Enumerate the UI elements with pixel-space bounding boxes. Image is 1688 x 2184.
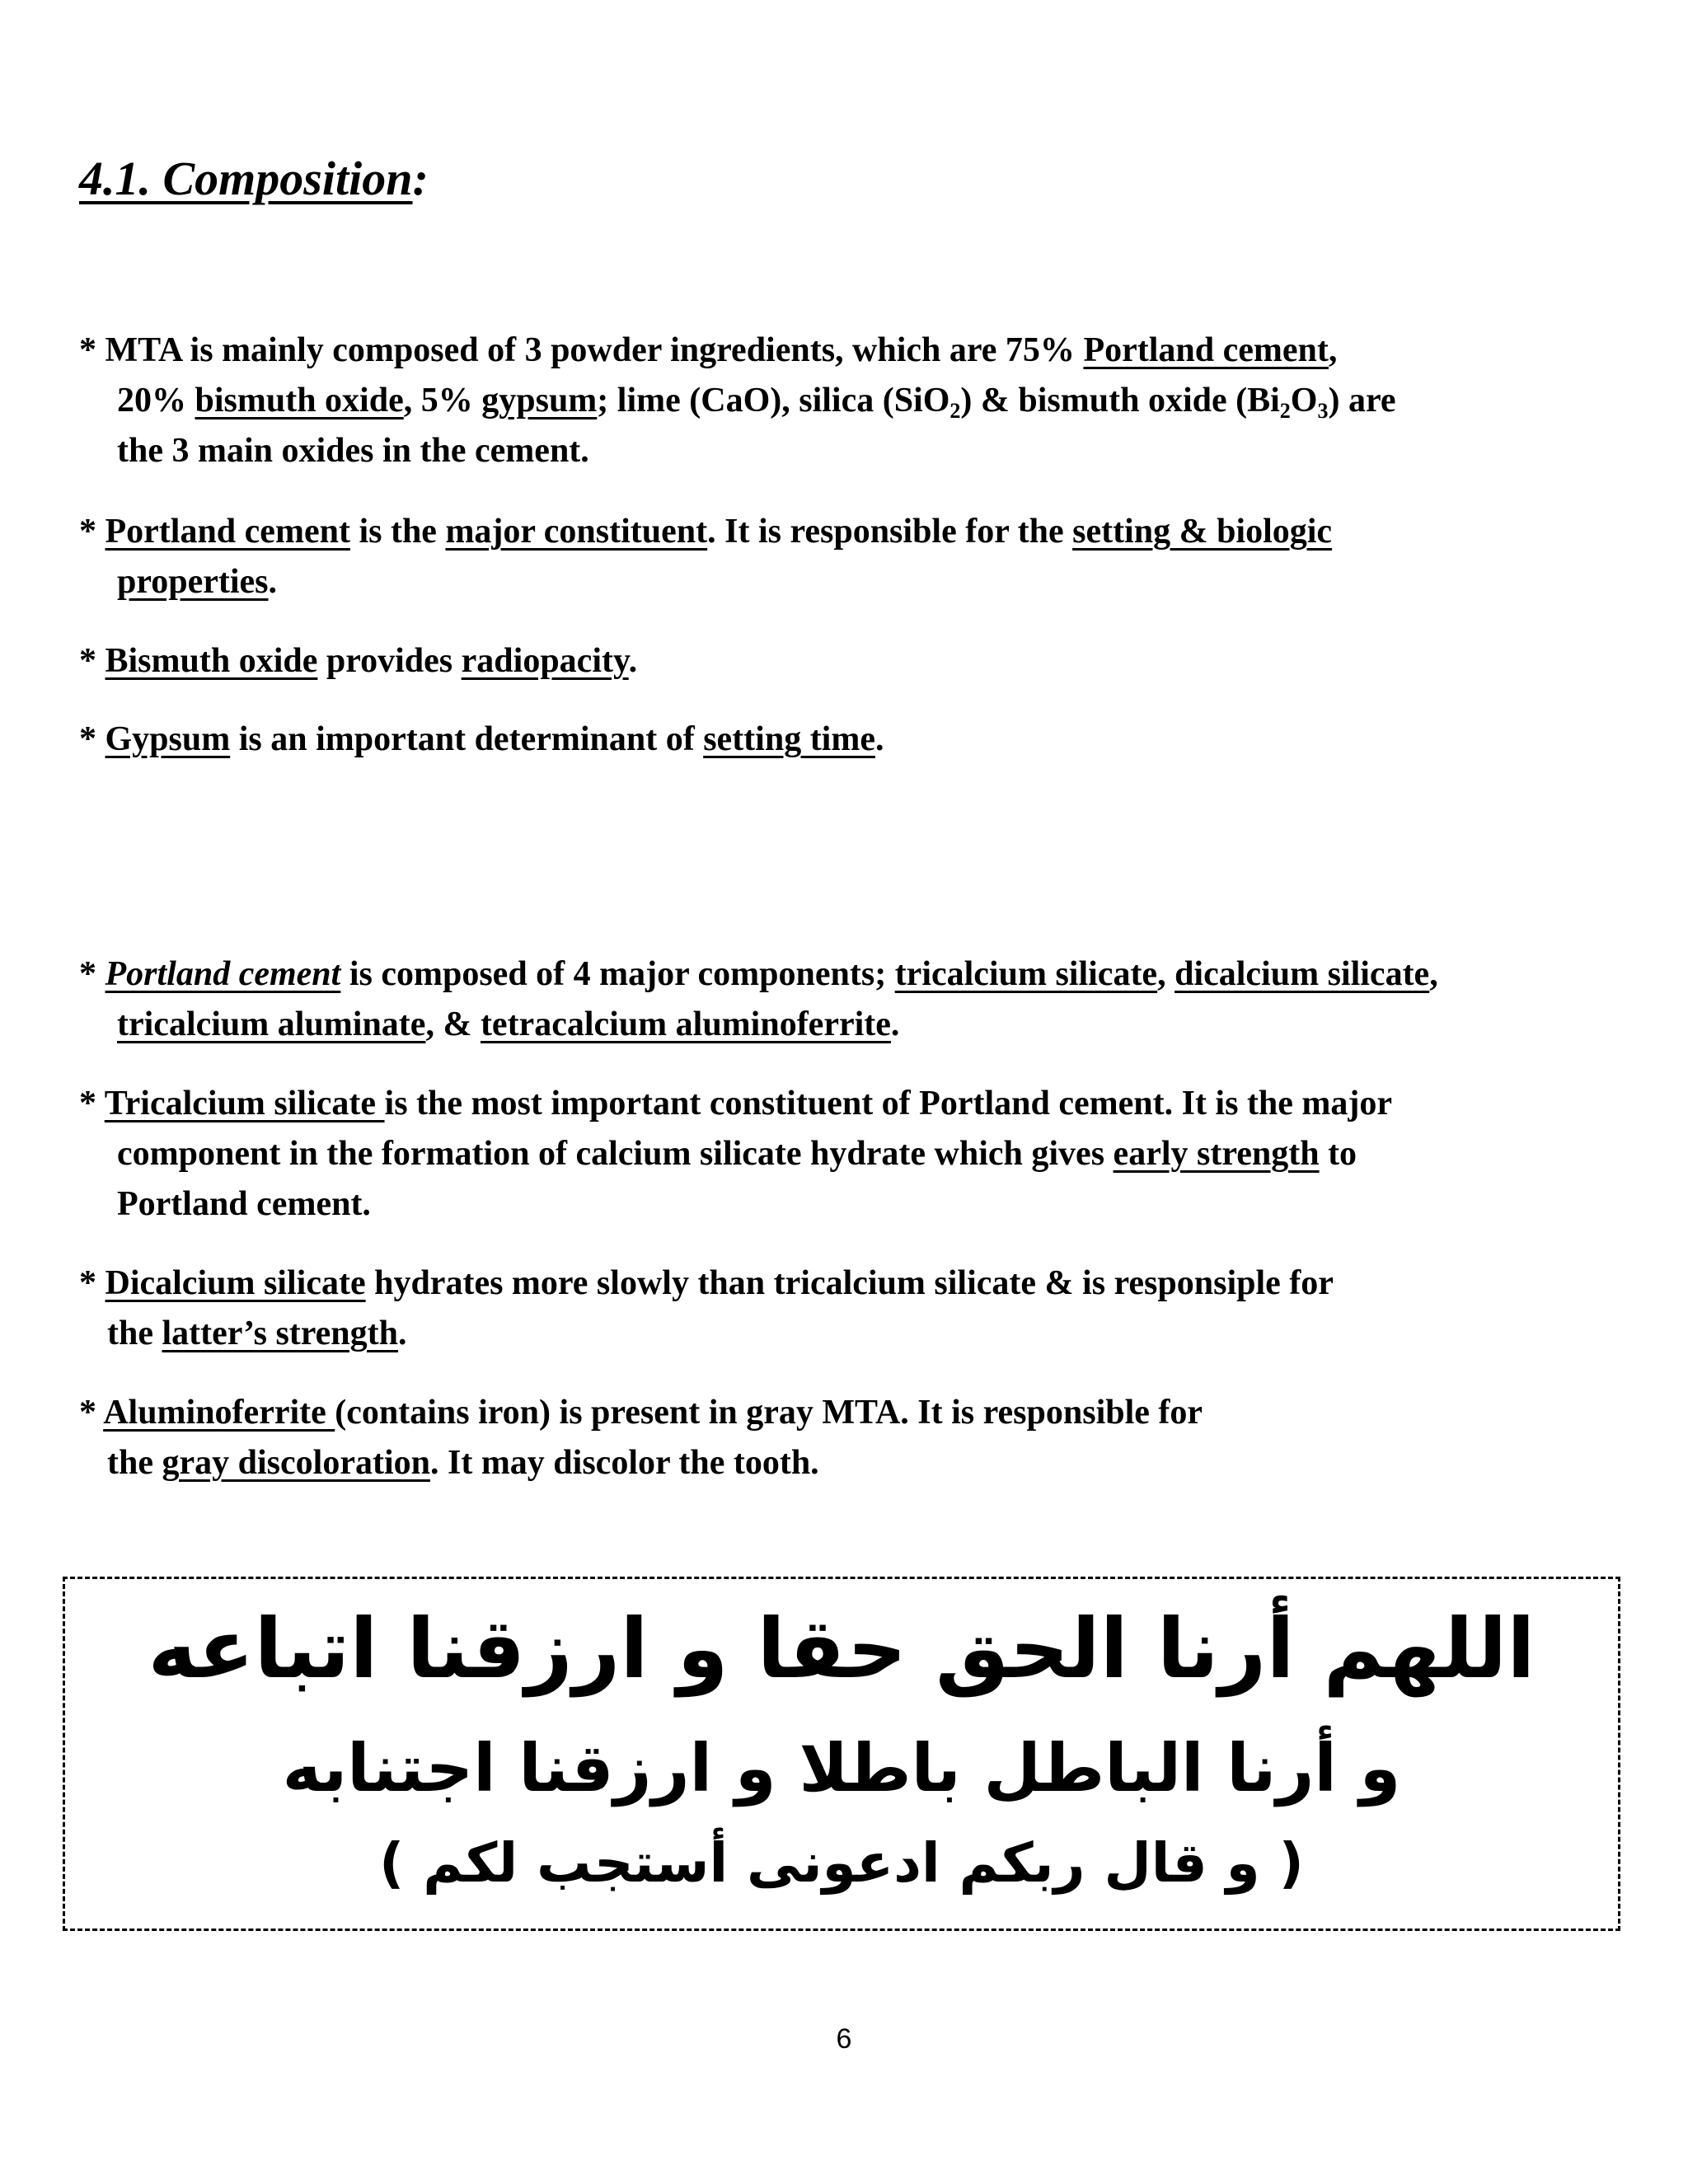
line: [79, 557, 1645, 607]
bullet: *: [79, 1085, 105, 1122]
term-portland-cement: Portland cement: [1083, 331, 1329, 369]
text: the 3 main oxides in the cement.: [117, 432, 589, 470]
term-tricalcium-aluminate: tricalcium aluminate: [117, 1005, 426, 1043]
term-bismuth-oxide: Bismuth oxide: [105, 642, 318, 680]
section-title: Composition: [162, 152, 413, 205]
text: ) & bismuth oxide (Bi: [960, 382, 1280, 419]
line: [79, 949, 1645, 1000]
term-dicalcium-silicate: Dicalcium silicate: [105, 1264, 366, 1302]
text: the: [107, 1444, 162, 1482]
paragraph-portland-components: [79, 949, 1645, 1050]
text: Portland cement.: [117, 1185, 371, 1223]
term-bismuth-oxide: bismuth oxide: [195, 382, 404, 419]
paragraph-portland-cement: [79, 507, 1645, 607]
dua-box: [63, 1577, 1620, 1931]
paragraph-aluminoferrite: [79, 1388, 1645, 1488]
line: [79, 1079, 1645, 1129]
line: [79, 326, 1645, 376]
term-radiopacity: radiopacity: [461, 642, 629, 680]
term-early-strength: early strength: [1113, 1135, 1320, 1173]
line: [79, 1388, 1645, 1438]
term-portland-cement: Portland cement: [105, 513, 350, 551]
dua-line-3: ( و قال ربكم ادعونى أستجب لكم ): [379, 1831, 1304, 1895]
text: is composed of 4 major components;: [340, 955, 895, 993]
dua-line-1: اللهم أرنا الحق حقا و ارزقنا اتباعه: [148, 1601, 1536, 1697]
line: [79, 1129, 1645, 1179]
section-number: 4.1.: [79, 152, 151, 205]
term-portland-cement: Portland cement: [105, 955, 341, 993]
line: [79, 636, 1645, 687]
term-properties: properties: [117, 563, 269, 601]
bullet: *: [79, 1394, 104, 1432]
text: (contains iron) is present in gray MTA. It is responsible for: [335, 1394, 1203, 1432]
text: .: [890, 1005, 900, 1043]
term-setting-time: setting time: [703, 720, 875, 758]
paragraph-mta-ingredients: [79, 326, 1645, 476]
text: ; lime (CaO), silica (SiO: [597, 382, 950, 419]
text: to: [1319, 1135, 1357, 1173]
text: the: [107, 1315, 162, 1352]
text: ,: [1328, 331, 1338, 369]
term-latters-strength: latter’s strength: [162, 1315, 399, 1352]
line: [79, 715, 1645, 765]
page-number: 6: [836, 2023, 852, 2055]
paragraph-gypsum: [79, 715, 1645, 765]
section-colon: :: [412, 152, 429, 205]
paragraph-bismuth-oxide: [79, 636, 1645, 687]
line: [79, 1000, 1645, 1050]
line: [79, 376, 1645, 426]
term-setting-biologic: setting & biologic: [1072, 513, 1333, 551]
text: ,: [1157, 955, 1175, 993]
text: .: [628, 642, 638, 680]
subscript: 2: [1279, 399, 1291, 423]
text: provides: [317, 642, 462, 680]
term-gypsum: Gypsum: [105, 720, 231, 758]
section-heading: [79, 152, 429, 205]
term-tetracalcium-aluminoferrite: tetracalcium aluminoferrite: [480, 1005, 891, 1043]
text: is an important determinant of: [230, 720, 704, 758]
line: [79, 1179, 1645, 1230]
term-tricalcium-silicate: tricalcium silicate: [894, 955, 1158, 993]
line: [79, 426, 1645, 476]
dua-line-2: و أرنا الباطل باطلا و ارزقنا اجتنابه: [282, 1730, 1401, 1807]
text: O: [1290, 382, 1318, 419]
term-tricalcium-silicate: Tricalcium silicate: [104, 1085, 385, 1122]
text: .: [874, 720, 884, 758]
text: 20%: [117, 382, 195, 419]
term-gray-discoloration: gray discoloration: [162, 1444, 430, 1482]
term-dicalcium-silicate: dicalcium silicate: [1175, 955, 1430, 993]
text: ) are: [1328, 382, 1396, 419]
term-major-constituent: major constituent: [445, 513, 708, 551]
term-gypsum: gypsum: [481, 382, 598, 419]
bullet: *: [79, 513, 106, 551]
line: [79, 1258, 1645, 1309]
paragraph-tricalcium-silicate: [79, 1079, 1645, 1230]
line: [79, 1438, 1645, 1488]
subscript: 2: [950, 399, 961, 423]
subscript: 3: [1317, 399, 1329, 423]
line: [79, 507, 1645, 557]
text: . It may discolor the tooth.: [429, 1444, 819, 1482]
text: , &: [425, 1005, 481, 1043]
bullet: *: [79, 1264, 106, 1302]
text: , 5%: [403, 382, 482, 419]
text: component in the formation of calcium silicate hydrate which gives: [117, 1135, 1114, 1173]
text: hydrates more slowly than tricalcium silicate & is responsiple for: [365, 1264, 1334, 1302]
bullet: *: [79, 955, 106, 993]
text: is the: [349, 513, 446, 551]
bullet: *: [79, 642, 106, 680]
term-aluminoferrite: Aluminoferrite: [103, 1394, 335, 1432]
text: . It is responsible for the: [707, 513, 1073, 551]
line: [79, 1309, 1645, 1359]
text: .: [398, 1315, 407, 1352]
text: is the most important constituent of Portland cement. It is the major: [384, 1085, 1393, 1122]
text: .: [268, 563, 278, 601]
paragraph-dicalcium-silicate: [79, 1258, 1645, 1359]
text: ,: [1429, 955, 1438, 993]
text: * MTA is mainly composed of 3 powder ingredients, which are 75%: [79, 331, 1084, 369]
bullet: *: [79, 720, 106, 758]
